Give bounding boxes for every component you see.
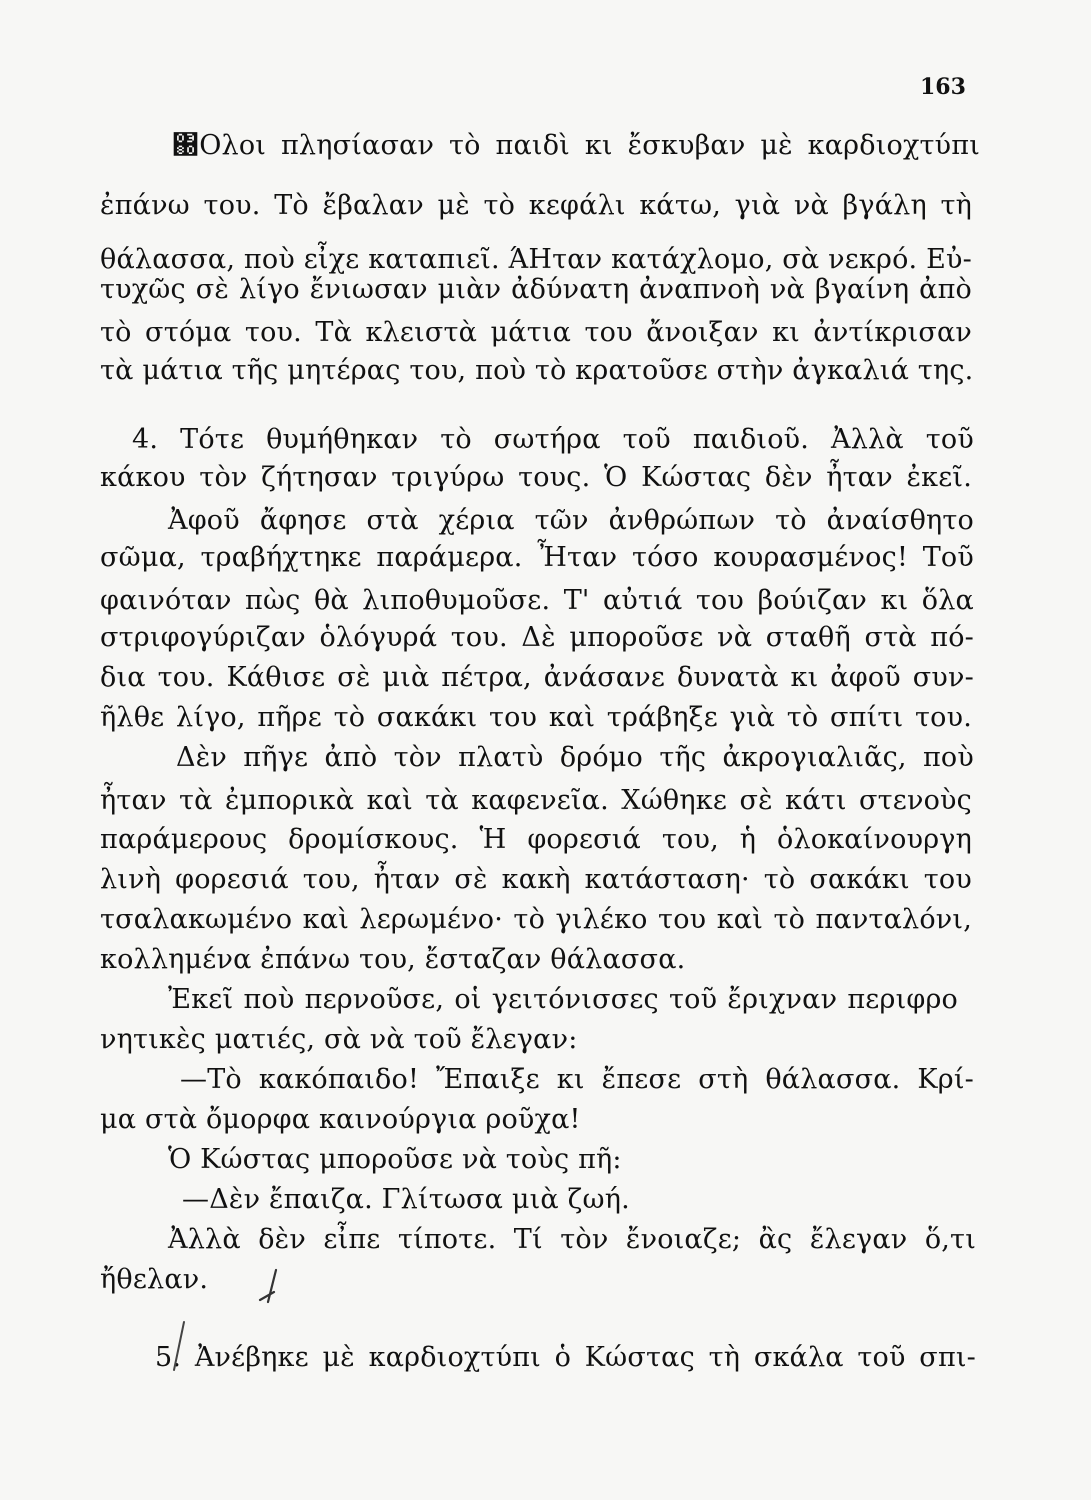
text-line-13: δια του. Κάθισε σὲ μιὰ πέτρα, ἀνάσανε δυνατὰ κι ἀφοῦ συν- [100, 662, 974, 693]
page-number: 163 [920, 74, 966, 100]
text-line-3: θάλασσα, ποὺ εἶχε καταπιεῖ. ΆΗταν κατάχλομο, σὰ νεκρό. Εὐ- [100, 244, 972, 275]
text-line-28: ἤθελαν. [100, 1264, 209, 1295]
text-line-4: τυχῶς σὲ λίγο ἔνιωσαν μιὰν ἀδύνατη ἀναπνοὴ νὰ βγαίνη ἀπὸ [100, 274, 972, 305]
text-line-16: ἦταν τὰ ἐμπορικὰ καὶ τὰ καφενεῖα. Χώθηκε σὲ κάτι στενοὺς [100, 785, 972, 816]
text-line-29: 5. Ἀνέβηκε μὲ καρδιοχτύπι ὁ Κώστας τὴ σκάλα τοῦ σπι- [155, 1342, 976, 1373]
text-line-14: ῆλθε λίγο, πῆρε τὸ σακάκι του καὶ τράβηξε γιὰ τὸ σπίτι του. [100, 702, 972, 733]
text-line-8: κάκου τὸν ζήτησαν τριγύρω τους. Ὁ Κώστας δὲν ἦταν ἐκεῖ. [100, 462, 972, 493]
text-line-27: Ἀλλὰ δὲν εἶπε τίποτε. Τί τὸν ἔνοιαζε; ἂς ἔλεγαν ὅ,τι [168, 1224, 976, 1255]
text-line-24: μα στὰ ὄμορφα καινούργια ροῦχα! [100, 1104, 581, 1135]
text-line-21: Ἐκεῖ ποὺ περνοῦσε, οἱ γειτόνισσες τοῦ ἔριχναν περιφρο [168, 984, 958, 1015]
text-line-20: κολλημένα ἐπάνω του, ἔσταζαν θάλασσα. [100, 944, 686, 975]
pencil-stroke-icon [168, 1318, 192, 1374]
text-line-7: 4. Τότε θυμήθηκαν τὸ σωτήρα τοῦ παιδιοῦ. Ἀλλὰ τοῦ [132, 424, 974, 455]
text-line-6: τὰ μάτια τῆς μητέρας του, ποὺ τὸ κρατοῦσε στὴν ἀγκαλιά της. [100, 355, 974, 386]
text-line-18: λινὴ φορεσιά του, ἦταν σὲ κακὴ κατάσταση· τὸ σακάκι του [100, 864, 972, 895]
text-line-17: παράμερους δρομίσκους. Ἡ φορεσιά του, ἡ ὁλοκαίνουργη [100, 824, 972, 855]
text-line-1: ΀Ολοι πλησίασαν τὸ παιδὶ κι ἔσκυβαν μὲ καρδιοχτύπι [172, 130, 980, 161]
text-line-10: σῶμα, τραβήχτηκε παράμερα. Ἦταν τόσο κουρασμένος! Τοῦ [100, 542, 974, 573]
text-line-25: Ὁ Κώστας μποροῦσε νὰ τοὺς πῆ: [168, 1144, 622, 1175]
pencil-mark-icon [252, 1262, 292, 1308]
text-line-5: τὸ στόμα του. Τὰ κλειστὰ μάτια του ἄνοιξαν κι ἀντίκρισαν [100, 317, 972, 348]
text-line-12: στριφογύριζαν ὁλόγυρά του. Δὲ μποροῦσε νὰ σταθῆ στὰ πό- [100, 622, 974, 653]
text-line-9: Ἀφοῦ ἄφησε στὰ χέρια τῶν ἀνθρώπων τὸ ἀναίσθητο [168, 505, 974, 536]
text-line-19: τσαλακωμένο καὶ λερωμένο· τὸ γιλέκο του καὶ τὸ πανταλόνι, [100, 904, 972, 935]
text-line-15: Δὲν πῆγε ἀπὸ τὸν πλατὺ δρόμο τῆς ἀκρογιαλιᾶς, ποὺ [176, 742, 974, 773]
text-line-22: νητικὲς ματιές, σὰ νὰ τοῦ ἔλεγαν: [100, 1024, 578, 1055]
text-line-26: —Δὲν ἔπαιζα. Γλίτωσα μιὰ ζωή. [182, 1184, 630, 1215]
text-line-23: —Τὸ κακόπαιδο! Ἔπαιξε κι ἔπεσε στὴ θάλασσα. Κρί- [180, 1064, 974, 1095]
text-line-11: φαινόταν πὼς θὰ λιποθυμοῦσε. Τ' αὐτιά του βούιζαν κι ὅλα [100, 585, 974, 616]
text-line-2: ἐπάνω του. Τὸ ἔβαλαν μὲ τὸ κεφάλι κάτω, γιὰ νὰ βγάλη τὴ [100, 190, 972, 221]
